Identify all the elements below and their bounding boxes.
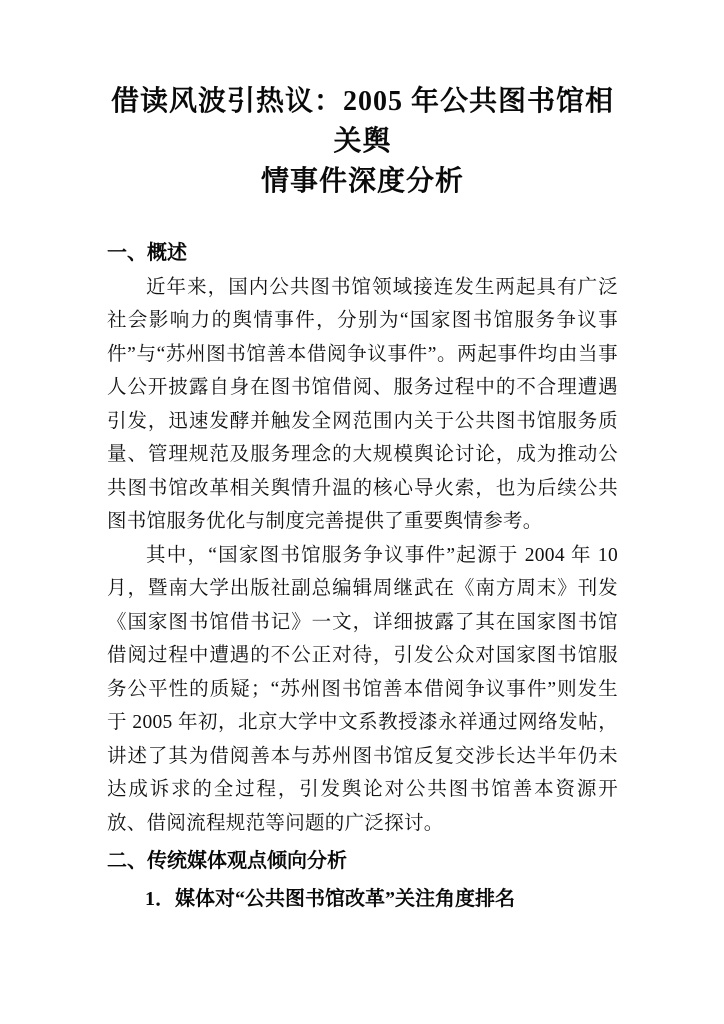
subsection-heading-media-ranking: 1．媒体对“公共图书馆改革”关注角度排名 [145,887,515,910]
section-heading-media-analysis: 二、传统媒体观点倾向分析 [107,850,347,872]
document-title-line-2: 情事件深度分析 [260,166,464,197]
document-title-line-1: 借读风波引热议：2005 年公共图书馆相关舆 [110,86,614,157]
document-title [107,82,618,202]
overview-paragraph-1: 近年来，国内公共图书馆领域接连发生两起具有广泛社会影响力的舆情事件，分别为“国家图书馆服务争议事件”与“苏州图书馆善本借阅争议事件”。两起事件均由当事人公开披露自身在图书馆借阅、服务过程中的不合理遭遇引发，迅速发酵并触发全网范围内关于公共图书馆服务质量、管理规范及服务理念的大规模舆论讨论，成为推动公共图书馆改革相关舆情升温的核心导火索，也为后续公共图书馆服务优化与制度完善提供了重要舆情参考。 [107,276,618,532]
section-heading-overview: 一、概述 [107,242,187,264]
overview-paragraph-2: 其中，“国家图书馆服务争议事件”起源于 2004 年 10 月，暨南大学出版社副总编辑周继武在《南方周末》刊发《国家图书馆借书记》一文，详细披露了其在国家图书馆借阅过程中遭遇的不公正对待，引发公众对国家图书馆服务公平性的质疑；“苏州图书馆善本借阅争议事件”则发生于 2005 年初，北京大学中文系教授漆永祥通过网络发帖，讲述了其为借阅善本与苏州图书馆反复交涉长达半年仍未达成诉求的全过程，引发舆论对公共图书馆善本资源开放、借阅流程规范等问题的广泛探讨。 [107,544,618,834]
